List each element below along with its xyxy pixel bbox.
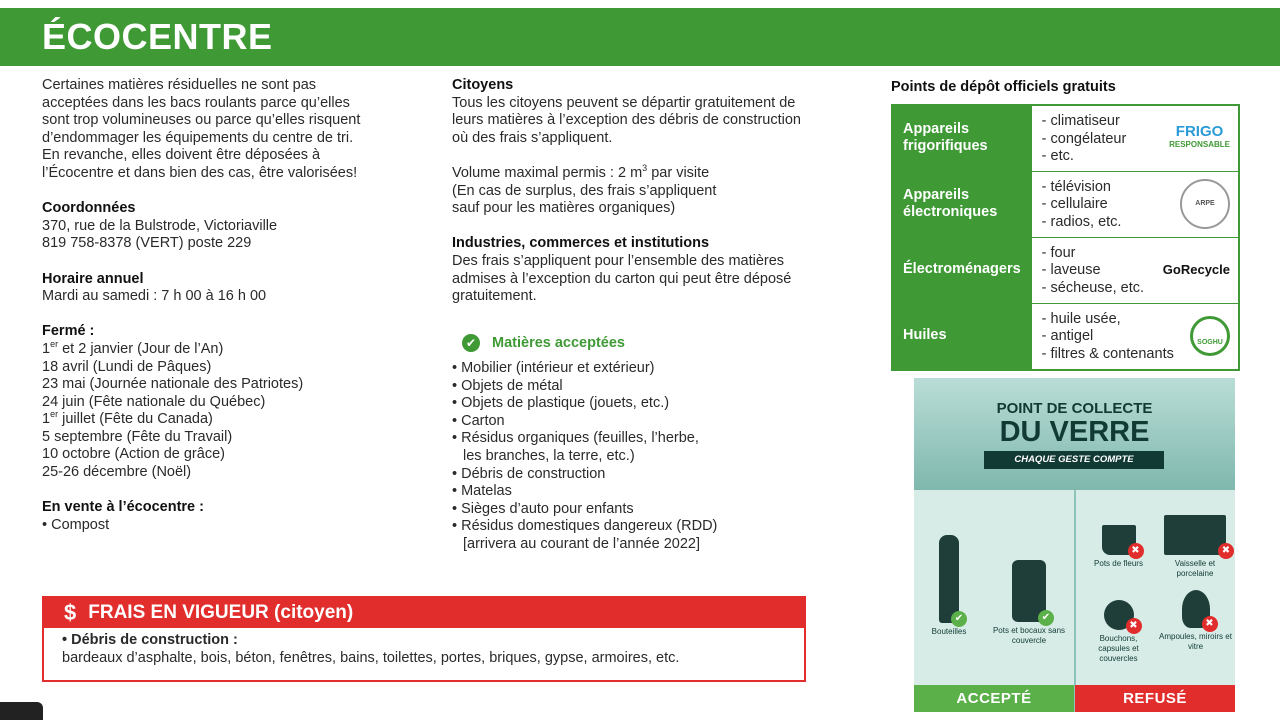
ferme-item: 1er et 2 janvier (Jour de l’An): [42, 339, 224, 357]
depot-category: Appareils électroniques: [892, 171, 1031, 237]
table-row: [892, 171, 1239, 237]
depot-items: - four - laveuse - sécheuse, etc. GoRecycle: [1031, 237, 1239, 303]
accepted-materials-title: ✔ Matières acceptées: [462, 334, 625, 352]
dishes-item: ✖ Vaisselle et porcelaine: [1156, 515, 1234, 579]
refused-panel: [1075, 490, 1235, 685]
fees-box: [42, 596, 806, 682]
depot-category: Électroménagers: [892, 237, 1031, 303]
ici-heading: Industries, commerces et institutions: [452, 235, 710, 252]
list-item: • Matelas: [452, 483, 512, 500]
list-item: • Résidus domestiques dangereux (RDD): [452, 518, 718, 535]
fees-text: bardeaux d’asphalte, bois, béton, fenêtres, bains, toilettes, portes, briques, gypse, armoires, etc.: [62, 649, 680, 666]
list-item: les branches, la terre, etc.): [463, 447, 635, 464]
flowerpot-item: ✖ Pots de fleurs: [1086, 525, 1151, 569]
jar-item: ✔ Pots et bocaux sans couvercle: [989, 560, 1069, 646]
depot-items: - télévision - cellulaire - radios, etc. ARPE: [1031, 171, 1239, 237]
accepted-panel: [914, 490, 1074, 685]
glass-collection-poster: [914, 378, 1235, 712]
citoyens-heading: Citoyens: [452, 77, 514, 93]
fees-header: [44, 598, 804, 628]
ferme-heading: Fermé :: [42, 323, 95, 340]
depot-category: Appareils frigorifiques: [892, 105, 1031, 171]
depot-items: - climatiseur - congélateur - etc. FRIGO RESPONSABLE: [1031, 105, 1239, 171]
accepted-materials-list: [452, 360, 852, 554]
coordonnees-section: [42, 200, 412, 253]
horaire-heading: Horaire annuel: [42, 270, 144, 287]
refused-label: REFUSÉ: [1075, 685, 1235, 712]
list-item: • Carton: [452, 412, 505, 429]
table-row: [892, 303, 1239, 369]
depot-table: [891, 104, 1240, 371]
list-item: • Résidus organiques (feuilles, l’herbe,: [452, 430, 699, 447]
x-badge-icon: ✖: [1128, 543, 1144, 559]
vente-heading: En vente à l’écocentre :: [42, 499, 204, 516]
corner-tab: [0, 702, 43, 720]
ferme-item: 25-26 décembre (Noël): [42, 464, 192, 481]
header-bar: [0, 8, 1280, 66]
list-item: [arrivera au courant de l’année 2022]: [463, 535, 700, 552]
list-item: • Mobilier (intérieur et extérieur): [452, 360, 655, 376]
coordonnees-heading: Coordonnées: [42, 200, 136, 217]
vente-section: [42, 499, 412, 534]
arpe-seal-logo: ARPE: [1180, 179, 1230, 229]
frigo-responsable-logo: FRIGO RESPONSABLE: [1169, 123, 1230, 150]
plates-icon: [1164, 515, 1231, 556]
horaire-text: Mardi au samedi : 7 h 00 à 16 h 00: [42, 288, 267, 305]
soghu-logo: SOGHU: [1190, 316, 1230, 356]
flowerpot-icon: [1102, 525, 1140, 556]
check-badge-icon: ✔: [951, 611, 967, 627]
table-row: [892, 105, 1239, 171]
list-item: • Débris de construction: [452, 465, 606, 482]
poster-title-1: POINT DE COLLECTE: [996, 400, 1153, 417]
list-item: • Sièges d’auto pour enfants: [452, 500, 634, 517]
ici-section: Industries, commerces et institutions Des frais s’appliquent pour l’ensemble des matières admises à l’exception du carton qui peut être déposé gratuitement.: [452, 235, 792, 305]
depot-title: Points de dépôt officiels gratuits: [891, 79, 1116, 95]
page-title: ÉCOCENTRE: [42, 16, 273, 57]
left-column: [42, 77, 412, 552]
vente-item: • Compost: [42, 516, 110, 533]
middle-column: [452, 77, 862, 323]
list-item: • Objets de métal: [452, 377, 563, 394]
dollar-icon: $: [64, 600, 77, 625]
x-badge-icon: ✖: [1126, 618, 1142, 634]
phone: 819 758-8378 (VERT) poste 229: [42, 235, 252, 252]
address: 370, rue de la Bulstrode, Victoriaville: [42, 217, 278, 234]
ferme-item: 10 octobre (Action de grâce): [42, 446, 225, 463]
ferme-item: 24 juin (Fête nationale du Québec): [42, 393, 266, 410]
volume-section: Volume maximal permis : 2 $m^3$ par visite (En cas de surplus, des frais s’appliquent sauf pour les matières organiques): [452, 165, 862, 218]
check-circle-icon: ✔: [462, 334, 480, 352]
fees-label: • Débris de construction :: [62, 632, 238, 648]
fees-title: FRAIS EN VIGUEUR (citoyen): [88, 602, 354, 623]
depot-category: Huiles: [892, 303, 1031, 369]
gorecycle-logo: GoRecycle: [1162, 262, 1230, 278]
ferme-item: 5 septembre (Fête du Travail): [42, 428, 233, 445]
poster-banner: CHAQUE GESTE COMPTE: [984, 451, 1164, 469]
ferme-item: 23 mai (Journée nationale des Patriotes): [42, 376, 304, 393]
lightbulb-icon: [1182, 590, 1214, 629]
x-badge-icon: ✖: [1218, 543, 1234, 559]
list-item: • Objets de plastique (jouets, etc.): [452, 395, 670, 412]
table-row: [892, 237, 1239, 303]
volume-text: Volume maximal permis : 2 $m^3$ par visite: [452, 163, 710, 181]
accepted-label: ACCEPTÉ: [914, 685, 1074, 712]
jar-icon: [1012, 560, 1051, 623]
bottle-icon: [939, 535, 964, 624]
ferme-item: 18 avril (Lundi de Pâques): [42, 358, 212, 375]
depot-items: - huile usée, - antigel - filtres & contenants SOGHU: [1031, 303, 1239, 369]
poster-title-2: DU VERRE: [999, 416, 1150, 448]
intro-text: Certaines matières résiduelles ne sont pas acceptées dans les bacs roulants parce qu’elles sont trop volumineuses ou parce qu’elles risquent d’endommager les équipements du centre de tri. En revanche, elles doivent être déposées à l’Écocentre et dans bien des cas, être valorisées!: [42, 77, 361, 181]
bottle-cap-icon: [1104, 600, 1138, 631]
ferme-section: [42, 323, 412, 481]
ferme-item: 1er juillet (Fête du Canada): [42, 409, 213, 428]
check-badge-icon: ✔: [1038, 610, 1054, 626]
horaire-section: [42, 271, 412, 306]
fees-body: [44, 628, 804, 667]
bottle-item: ✔ Bouteilles: [924, 535, 974, 637]
caps-item: ✖ Bouchons, capsules et couvercles: [1086, 600, 1151, 664]
x-badge-icon: ✖: [1202, 616, 1218, 632]
bulb-item: ✖ Ampoules, miroirs et vitre: [1158, 590, 1233, 652]
citoyens-section: Citoyens Tous les citoyens peuvent se départir gratuitement de leurs matières à l’exception des débris de construction où des frais s’appliquent.: [452, 77, 801, 146]
